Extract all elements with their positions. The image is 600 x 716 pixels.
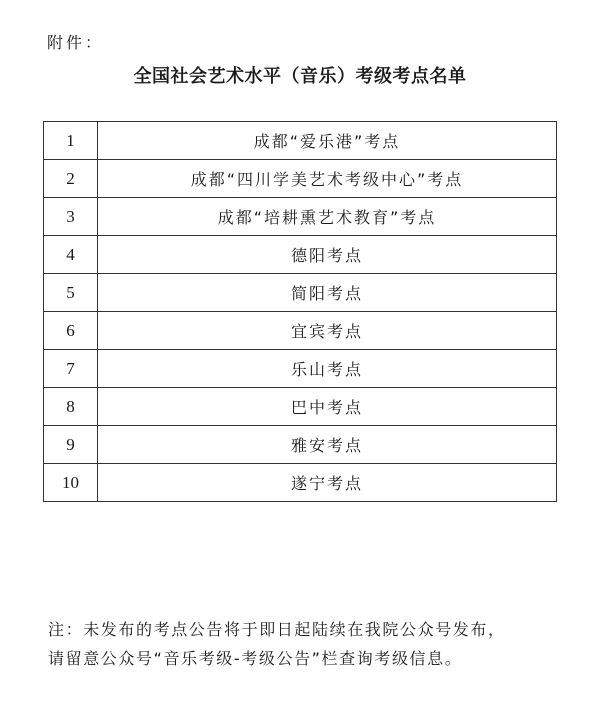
site-name: 巴中考点 <box>98 388 557 426</box>
attachment-label: 附件： <box>47 33 105 52</box>
exam-site-table <box>43 121 557 502</box>
table-row <box>44 312 557 350</box>
site-name: 雅安考点 <box>98 426 557 464</box>
table-row <box>44 160 557 198</box>
site-name: 成都“四川学美艺术考级中心”考点 <box>98 160 557 198</box>
table-row <box>44 350 557 388</box>
table-row <box>44 274 557 312</box>
row-number: 6 <box>44 312 98 350</box>
row-number: 7 <box>44 350 98 388</box>
row-number: 5 <box>44 274 98 312</box>
row-number: 8 <box>44 388 98 426</box>
table-row <box>44 464 557 502</box>
site-name: 遂宁考点 <box>98 464 557 502</box>
row-number: 9 <box>44 426 98 464</box>
row-number: 10 <box>44 464 98 502</box>
site-name: 乐山考点 <box>98 350 557 388</box>
row-number: 1 <box>44 122 98 160</box>
table-row <box>44 236 557 274</box>
footnote <box>48 615 568 673</box>
table-row <box>44 198 557 236</box>
table-row <box>44 122 557 160</box>
table-row <box>44 388 557 426</box>
row-number: 3 <box>44 198 98 236</box>
site-name: 简阳考点 <box>98 274 557 312</box>
footnote-line: 注：未发布的考点公告将于即日起陆续在我院公众号发布， <box>48 620 506 639</box>
document-title: 全国社会艺术水平（音乐）考级考点名单 <box>133 66 467 87</box>
site-name: 成都“培耕熏艺术教育”考点 <box>98 198 557 236</box>
site-name: 宜宾考点 <box>98 312 557 350</box>
footnote-line: 请留意公众号“音乐考级-考级公告”栏查询考级信息。 <box>48 649 463 668</box>
row-number: 2 <box>44 160 98 198</box>
table-row <box>44 426 557 464</box>
row-number: 4 <box>44 236 98 274</box>
site-name: 德阳考点 <box>98 236 557 274</box>
site-name: 成都“爱乐港”考点 <box>98 122 557 160</box>
